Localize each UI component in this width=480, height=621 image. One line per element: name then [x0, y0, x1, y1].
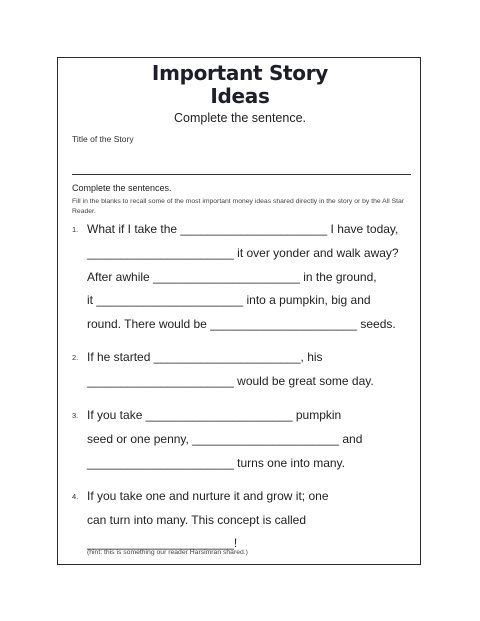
- question-1-line-3: After awhile ______________________ in the ground,: [87, 270, 377, 284]
- question-3-line-2: seed or one penny, ______________________ and: [87, 432, 363, 446]
- story-title-blank[interactable]: [72, 174, 411, 175]
- question-4-line-1: If you take one and nurture it and grow it; one: [87, 489, 329, 503]
- instructions-text: Fill in the blanks to recall some of the most important money ideas shared directly in the story or by the All Star Reader.: [72, 198, 405, 215]
- question-2-line-1: If he started ______________________, his: [87, 350, 323, 364]
- question-1-line-4: it ______________________ into a pumpkin, big and: [87, 293, 371, 307]
- question-3-number: 3.: [72, 411, 79, 420]
- question-2-number: 2.: [72, 353, 79, 362]
- worksheet-subtitle: Complete the sentence.: [173, 111, 307, 125]
- question-4-number: 4.: [72, 492, 79, 501]
- question-1-number: 1.: [72, 225, 79, 234]
- hint-text: (hint: this is something our reader Harsimran shared.): [87, 549, 248, 556]
- question-2-line-2: ______________________ would be great some day.: [87, 374, 374, 388]
- question-1-line-2: ______________________ it over yonder and walk away?: [87, 246, 399, 260]
- story-title-label: Title of the Story: [72, 134, 134, 144]
- question-4-line-3: ______________________!: [87, 536, 238, 550]
- question-3-line-1: If you take ______________________ pumpkin: [87, 408, 342, 422]
- question-1-line-1: What if I take the ______________________ I have today,: [87, 222, 399, 236]
- question-4-line-2: can turn into many. This concept is called: [87, 513, 306, 527]
- question-1-line-5: round. There would be ______________________ seeds.: [87, 317, 396, 331]
- worksheet-title-line-2: Ideas: [210, 84, 270, 108]
- worksheet-title-line-1: Important Story: [151, 61, 329, 85]
- section-title: Complete the sentences.: [72, 183, 172, 193]
- question-3-line-3: ______________________ turns one into many.: [87, 456, 345, 470]
